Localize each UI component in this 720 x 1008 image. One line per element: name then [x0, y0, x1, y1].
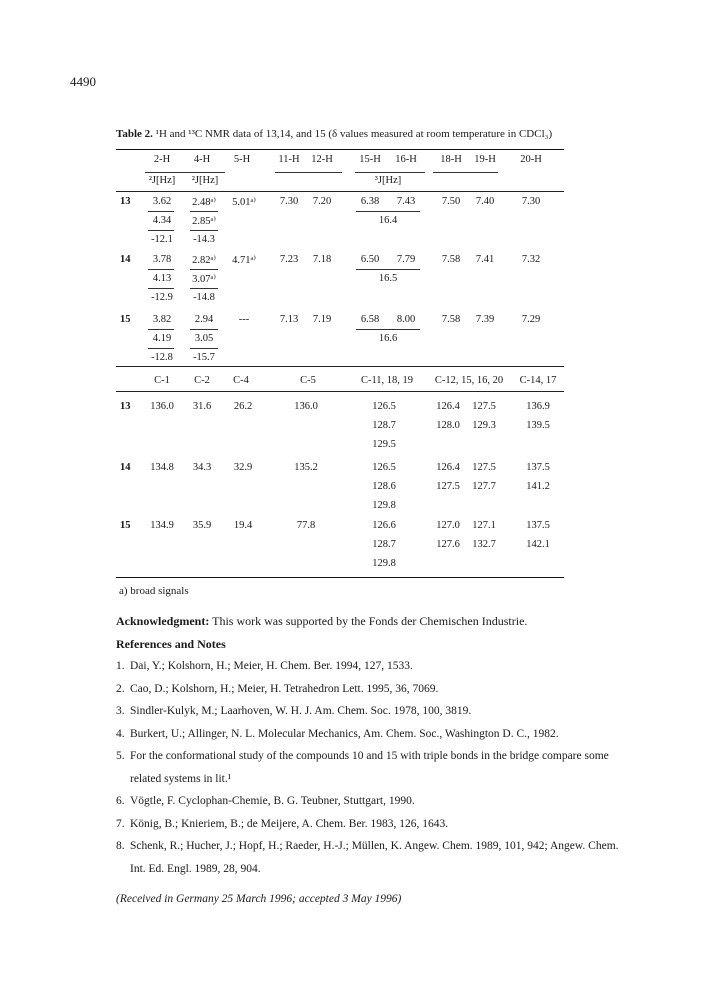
acknowledgment-label: Acknowledgment:	[116, 614, 210, 628]
value-underline	[190, 288, 218, 289]
table-cell: 139.5	[526, 420, 550, 431]
value-underline	[356, 211, 420, 212]
section-rule	[116, 366, 564, 367]
c-header-cell: C-2	[194, 375, 210, 386]
value-underline	[190, 348, 218, 349]
table-cell: -12.1	[151, 234, 173, 245]
table-cell: 141.2	[526, 481, 550, 492]
value-underline	[356, 329, 420, 330]
table-cell: -12.9	[151, 292, 173, 303]
reference-item	[116, 818, 448, 830]
value-underline	[190, 269, 218, 270]
reference-text: Burkert, U.; Allinger, N. L. Molecular Mechanics, Am. Chem. Soc., Washington D. C., 1982.	[130, 727, 559, 740]
h-header-underline-11h-12h	[275, 172, 342, 173]
table-cell: 6.58	[360, 314, 380, 325]
acknowledgment	[116, 614, 527, 629]
value-underline	[190, 211, 218, 212]
table-cell: 4.71ᵃ⁾	[232, 255, 256, 266]
table-cell: 134.8	[150, 462, 174, 473]
table-cell: 128.7	[372, 539, 396, 550]
reference-text: Vögtle, F. Cyclophan-Chemie, B. G. Teubner, Stuttgart, 1990.	[130, 795, 415, 807]
table-cell: 128.7	[372, 420, 396, 431]
table-cell: 2.85ᵃ⁾	[192, 216, 216, 227]
table-cell: 35.9	[192, 520, 212, 531]
table-caption	[116, 128, 552, 140]
table-cell: 7.19	[312, 314, 332, 325]
h-subheader-cell: ²J[Hz]	[191, 175, 219, 186]
footnote: a) broad signals	[119, 585, 189, 597]
table-cell: 126.5	[372, 401, 396, 412]
reference-number: 4.	[116, 727, 125, 740]
table-cell: 127.5	[472, 401, 496, 412]
table-cell: 3.78	[152, 254, 172, 265]
reference-number: 5.	[116, 750, 125, 762]
reference-text: Sindler-Kulyk, M.; Laarhoven, W. H. J. Am. Chem. Soc. 1978, 100, 3819.	[130, 705, 472, 717]
c-header-cell: C-5	[300, 375, 316, 386]
table-cell: 5.01ᵃ⁾	[232, 197, 256, 208]
table-cell: 4.13	[152, 273, 172, 284]
c-header-cell: C-12, 15, 16, 20	[434, 375, 504, 386]
table-cell: 129.8	[372, 500, 396, 511]
value-underline	[148, 329, 174, 330]
table-cell: 127.5	[472, 462, 496, 473]
table-cell: 126.4	[436, 462, 460, 473]
value-underline	[148, 269, 174, 270]
table-cell: 126.6	[372, 520, 396, 531]
table-bottom-rule	[116, 577, 564, 578]
value-underline	[190, 329, 218, 330]
reference-number: 2.	[116, 682, 125, 695]
table-cell: -12.8	[151, 352, 173, 363]
h-header-cell: 18-H	[440, 154, 462, 165]
table-cell: 129.3	[472, 420, 496, 431]
table-cell: 129.8	[372, 558, 396, 569]
h-header-cell: 4-H	[193, 154, 211, 165]
table-cell: 32.9	[233, 462, 253, 473]
table-cell: 7.58	[441, 254, 461, 265]
value-underline	[148, 230, 174, 231]
table-cell: 3.82	[152, 314, 172, 325]
table-cell: 127.1	[472, 520, 496, 531]
table-cell: 128.6	[372, 481, 396, 492]
reference-text: Schenk, R.; Hucher, J.; Hopf, H.; Raeder, H.-J.; Müllen, K. Angew. Chem. 1989, 101, 942; Angew. Chem.	[130, 840, 619, 852]
h-header-cell: 19-H	[474, 154, 496, 165]
h-header-underline-18h-19h	[433, 172, 498, 173]
table-cell: 7.40	[475, 196, 495, 207]
value-underline	[190, 230, 218, 231]
reference-number: 8.	[116, 840, 125, 852]
table-cell: -15.7	[193, 352, 215, 363]
table-cell: 129.5	[372, 439, 396, 450]
reference-text: König, B.; Knieriem, B.; de Meijere, A. Chem. Ber. 1983, 126, 1643.	[130, 817, 449, 830]
table-cell: 136.0	[150, 401, 174, 412]
table-cell: 137.5	[526, 520, 550, 531]
table-cell: 7.29	[521, 314, 541, 325]
references-heading: References and Notes	[116, 637, 226, 651]
reference-item	[116, 728, 559, 740]
h-header-underline-2h-4h	[145, 172, 225, 173]
table-cell: 7.13	[279, 314, 299, 325]
compound-label: 15	[120, 314, 131, 325]
table-cell: 126.4	[436, 401, 460, 412]
table-top-rule	[116, 149, 564, 150]
table-cell: -14.8	[193, 292, 215, 303]
h-header-cell: 20-H	[520, 154, 542, 165]
value-underline	[148, 348, 174, 349]
table-cell: 137.5	[526, 462, 550, 473]
table-cell: 128.0	[436, 420, 460, 431]
value-underline	[148, 288, 174, 289]
h-header-underline-15h-16h	[355, 172, 425, 173]
c-header-rule	[116, 391, 564, 392]
table-cell: 7.58	[441, 314, 461, 325]
h-header-cell: 11-H	[278, 154, 300, 165]
reference-continuation: Int. Ed. Engl. 1989, 28, 904.	[130, 862, 261, 875]
reference-item	[116, 750, 609, 762]
table-cell: 142.1	[526, 539, 550, 550]
table-cell: 26.2	[233, 401, 253, 412]
table-cell: 2.82ᵃ⁾	[192, 255, 216, 266]
table-cell: 3.07ᵃ⁾	[192, 274, 216, 285]
compound-label: 15	[120, 520, 131, 531]
table-caption-text: ¹H and ¹³C NMR data of 13,14, and 15 (δ values measured at room temperature in CDCl₃)	[152, 128, 553, 140]
reference-number: 6.	[116, 795, 125, 807]
table-cell: 6.38	[360, 196, 380, 207]
table-cell: 135.2	[294, 462, 318, 473]
reference-item	[116, 795, 415, 807]
table-cell: 7.32	[521, 254, 541, 265]
table-cell: 3.05	[194, 333, 214, 344]
compound-label: 14	[120, 462, 131, 473]
table-cell: 136.0	[294, 401, 318, 412]
h-header-cell: 2-H	[153, 154, 171, 165]
value-underline	[148, 211, 174, 212]
table-cell: ---	[238, 314, 250, 325]
h-header-rule	[116, 191, 564, 192]
table-cell: 77.8	[296, 520, 316, 531]
table-cell: 16.5	[378, 273, 398, 284]
table-cell: 4.34	[152, 215, 172, 226]
page-number: 4490	[70, 74, 96, 89]
acknowledgment-text: This work was supported by the Fonds der Chemischen Industrie.	[209, 614, 528, 628]
table-cell: 7.39	[475, 314, 495, 325]
c-header-cell: C-11, 18, 19	[360, 375, 414, 386]
h-header-cell: 15-H	[359, 154, 381, 165]
table-cell: 127.6	[436, 539, 460, 550]
table-label: Table 2.	[116, 128, 153, 140]
table-cell: 4.19	[152, 333, 172, 344]
table-cell: 126.5	[372, 462, 396, 473]
reference-number: 7.	[116, 817, 125, 830]
compound-label: 13	[120, 401, 131, 412]
table-cell: 19.4	[233, 520, 253, 531]
table-cell: 6.50	[360, 254, 380, 265]
h-subheader-cell: ³J[Hz]	[374, 175, 402, 186]
reference-number: 3.	[116, 705, 125, 717]
compound-label: 14	[120, 254, 131, 265]
table-cell: 8.00	[396, 314, 416, 325]
table-cell: 2.48ᵃ⁾	[192, 197, 216, 208]
table-cell: 136.9	[526, 401, 550, 412]
table-cell: 7.41	[475, 254, 495, 265]
table-cell: 7.30	[279, 196, 299, 207]
received-dates: (Received in Germany 25 March 1996; accepted 3 May 1996)	[116, 893, 402, 905]
table-cell: 134.9	[150, 520, 174, 531]
reference-item	[116, 660, 413, 672]
reference-number: 1.	[116, 660, 125, 672]
table-cell: -14.3	[193, 234, 215, 245]
h-header-cell: 5-H	[233, 154, 251, 165]
table-cell: 3.62	[152, 196, 172, 207]
table-cell: 16.6	[378, 333, 398, 344]
table-cell: 7.30	[521, 196, 541, 207]
table-cell: 132.7	[472, 539, 496, 550]
reference-item	[116, 683, 438, 695]
reference-text: For the conformational study of the compounds 10 and 15 with triple bonds in the bridge compare some	[130, 750, 609, 762]
reference-continuation: related systems in lit.¹	[130, 772, 232, 785]
h-header-cell: 16-H	[395, 154, 417, 165]
h-header-cell: 12-H	[311, 154, 333, 165]
reference-text: Cao, D.; Kolshorn, H.; Meier, H. Tetrahedron Lett. 1995, 36, 7069.	[130, 682, 439, 695]
reference-item	[116, 705, 471, 717]
table-cell: 7.20	[312, 196, 332, 207]
table-cell: 127.7	[472, 481, 496, 492]
reference-text: Dai, Y.; Kolshorn, H.; Meier, H. Chem. Ber. 1994, 127, 1533.	[130, 660, 413, 672]
c-header-cell: C-4	[233, 375, 249, 386]
table-cell: 2.94	[194, 314, 214, 325]
reference-item	[116, 840, 619, 852]
compound-label: 13	[120, 196, 131, 207]
table-cell: 127.5	[436, 481, 460, 492]
table-cell: 31.6	[192, 401, 212, 412]
value-underline	[356, 269, 420, 270]
table-cell: 7.18	[312, 254, 332, 265]
table-cell: 7.43	[396, 196, 416, 207]
h-subheader-cell: ²J[Hz]	[148, 175, 176, 186]
table-cell: 7.23	[279, 254, 299, 265]
table-cell: 16.4	[378, 215, 398, 226]
table-cell: 7.50	[441, 196, 461, 207]
c-header-cell: C-14, 17	[519, 375, 557, 386]
table-cell: 127.0	[436, 520, 460, 531]
table-cell: 34.3	[192, 462, 212, 473]
table-cell: 7.79	[396, 254, 416, 265]
c-header-cell: C-1	[154, 375, 170, 386]
